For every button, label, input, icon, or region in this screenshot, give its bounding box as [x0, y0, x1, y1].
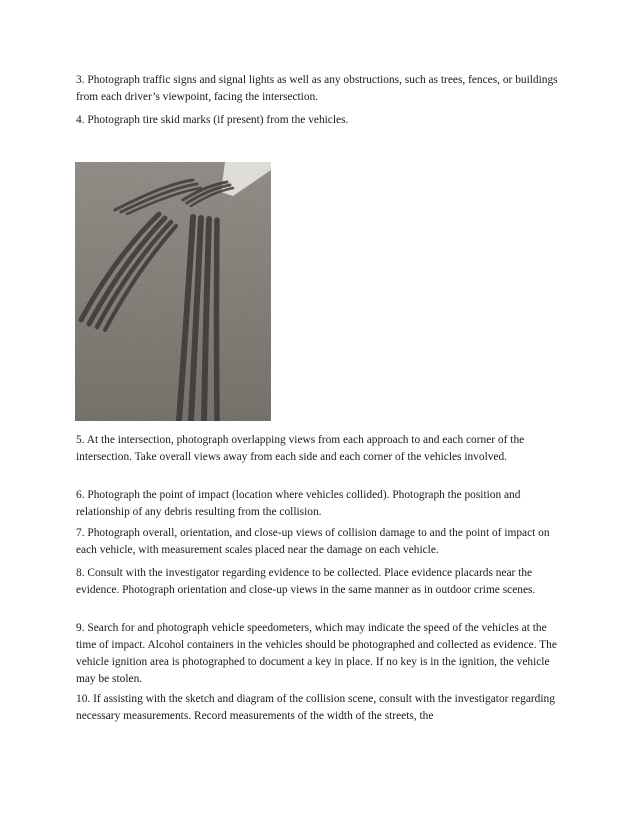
skid-marks-photo	[75, 162, 271, 421]
paragraph-step-3: 3. Photograph traffic signs and signal lights as well as any obstructions, such as trees, fences, or buildings from each driver’s viewpoint, facing the intersection.	[76, 74, 558, 103]
paragraph-step-4: 4. Photograph tire skid marks (if present) from the vehicles.	[76, 114, 349, 126]
paragraph-step-7: 7. Photograph overall, orientation, and close-up views of collision damage to and the point of impact on each vehicle, with measurement scales placed near the damage on each vehicle.	[76, 527, 550, 556]
paragraph-step-10: 10. If assisting with the sketch and diagram of the collision scene, consult with the investigator regarding necessary measurements. Record measurements of the width of the streets, the	[76, 693, 555, 722]
paragraph-step-6: 6. Photograph the point of impact (location where vehicles collided). Photograph the position and relationship of any debris resulting from the collision.	[76, 489, 521, 518]
paragraph-step-9: 9. Search for and photograph vehicle speedometers, which may indicate the speed of the vehicles at the time of impact. Alcohol containers in the vehicles should be photographed and collected as evidence. The vehicle ignition area is photographed to document a key in place. If no key is in the ignition, the vehicle may be stolen.	[76, 622, 557, 685]
paragraph-step-5: 5. At the intersection, photograph overlapping views from each approach to and each corner of the intersection. Take overall views away from each side and each corner of the vehicles involved.	[76, 434, 525, 463]
paragraph-step-8: 8. Consult with the investigator regarding evidence to be collected. Place evidence placards near the evidence. Photograph orientation and close-up views in the same manner as in outdoor crime scenes.	[76, 567, 536, 596]
asphalt-surface	[75, 162, 271, 421]
